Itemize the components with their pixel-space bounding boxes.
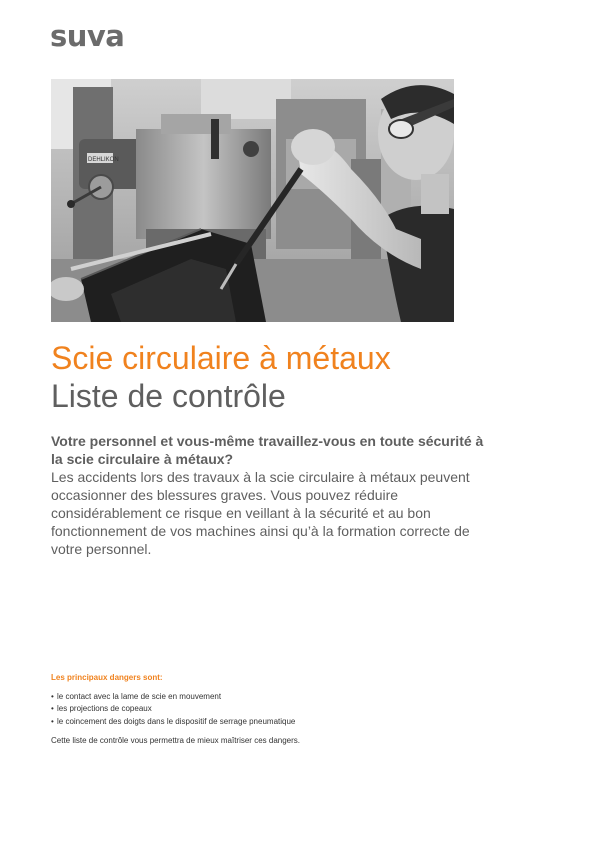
intro-section [51,432,491,558]
danger-item [51,691,471,704]
document-subtitle: Liste de contrôle [51,378,286,414]
bullet-icon: • [51,716,54,726]
bullet-icon: • [51,691,54,701]
dangers-closing: Cette liste de contrôle vous permettra de mieux maîtriser ces dangers. [51,736,300,745]
intro-body: Les accidents lors des travaux à la scie circulaire à métaux peuvent occasionner des blessures graves. Vous pouvez réduire considérablement ce risque en veillant à la sécurité et au bon fonctionnement de vos machines ainsi qu’à la formation correcte de votre personnel. [51,469,470,557]
danger-item-text: le contact avec la lame de scie en mouvement [57,691,222,701]
document-title: Scie circulaire à métaux [51,340,391,376]
dangers-heading: Les principaux dangers sont: [51,673,163,682]
dangers-section [51,672,471,748]
danger-item [51,716,471,729]
suva-logo: suva [50,19,125,53]
worker-at-saw-illustration [51,79,454,322]
danger-item [51,703,471,716]
machine-brand-label: DEHLIKON [88,157,119,163]
dangers-list [51,691,471,729]
intro-lead: Votre personnel et vous-même travaillez-vous en toute sécurité à la scie circulaire à métaux? [51,433,484,467]
cover-photo [51,79,454,322]
danger-item-text: les projections de copeaux [57,704,152,713]
bullet-icon: • [51,704,54,713]
danger-item-text: le coincement des doigts dans le dispositif de serrage pneumatique [57,716,296,726]
